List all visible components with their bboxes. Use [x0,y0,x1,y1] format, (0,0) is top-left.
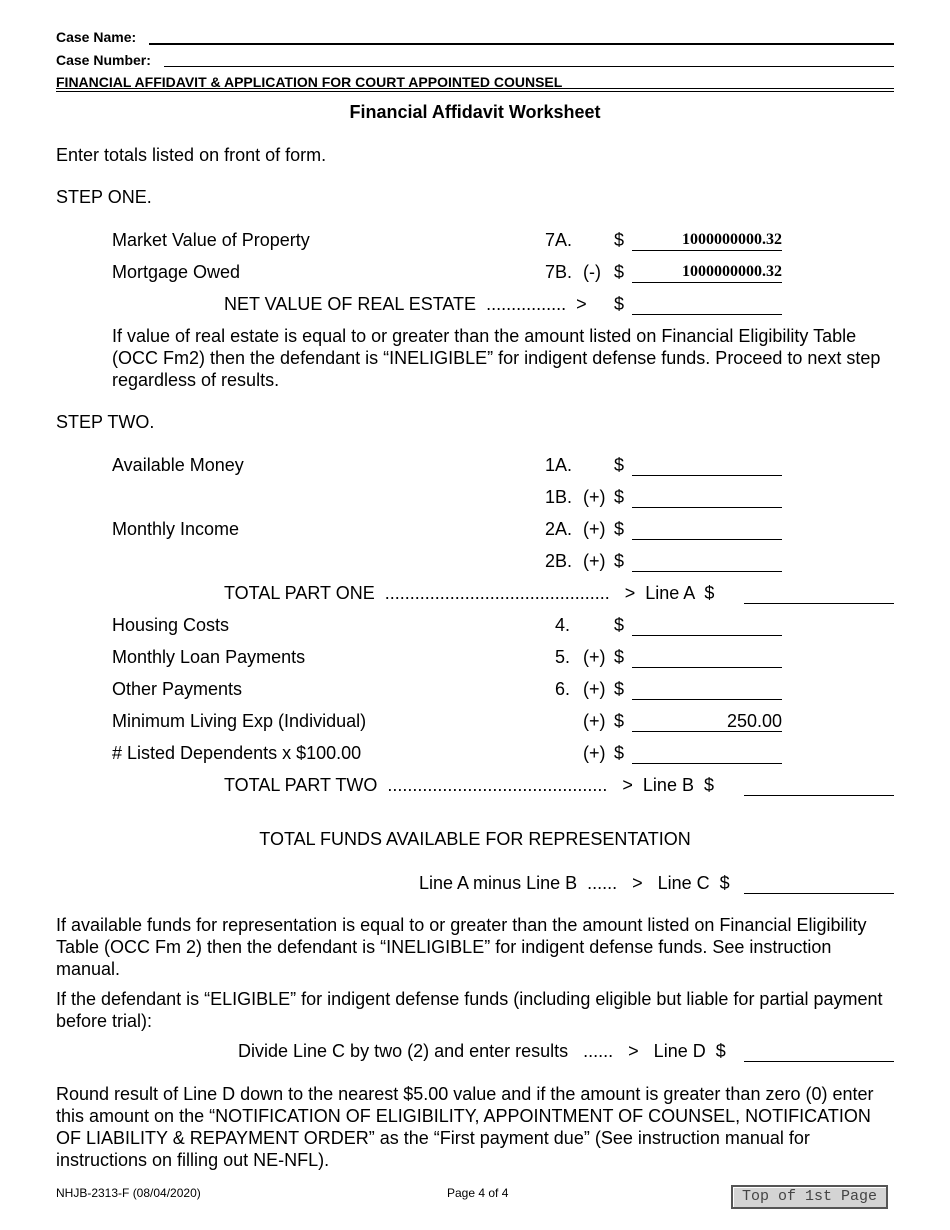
form-id: NHJB-2313-F (08/04/2020) [56,1186,201,1200]
dollar-sign: $ [614,647,625,667]
eligible-note: If the defendant is “ELIGIBLE” for indigent defense funds (including eligible but liable for partial payment before trial): [56,989,883,1031]
case-number-label: Case Number: [56,52,151,68]
row-code: 1B. [545,487,573,507]
monthly-income-2a-field[interactable] [632,518,782,540]
row-label: Mortgage Owed [112,262,241,282]
row-label: # Listed Dependents x $100.00 [112,743,362,763]
row-code: 2B. [545,551,573,571]
available-money-1b-field[interactable] [632,486,782,508]
row-operator: (+) [583,487,606,507]
line-b-field[interactable] [744,774,894,796]
top-of-first-page-button[interactable]: Top of 1st Page [731,1185,888,1209]
total-part-two-label: TOTAL PART TWO ............................................ > Line B $ [224,775,714,795]
round-instructions: Round result of Line D down to the nearest $5.00 value and if the amount is greater than zero (0) enter this amount on the “NOTIFICATION OF ELIGIBILITY, APPOINTMENT OF COUNSEL, NOTIFICATION OF LIABILITY & REPAYMENT ORDER” as the “First payment due” (See instruction manual for instructions on filling out NE-NFL). [56,1084,874,1170]
monthly-income-2b-field[interactable] [632,550,782,572]
row-operator: (+) [583,551,606,571]
row-operator: (-) [583,262,601,282]
row-operator: (+) [583,679,606,699]
step-one-note: If value of real estate is equal to or greater than the amount listed on Financial Eligibility Table (OCC Fm2) then the defendant is “INELIGIBLE” for indigent defense funds. Proceed to next step regardless of results. [112,326,881,390]
dollar-sign: $ [614,711,625,731]
dollar-sign: $ [614,615,625,635]
row-code: 4. [555,615,571,635]
header-divider-2 [56,91,894,92]
market-value-field[interactable]: 1000000000.32 [632,229,782,251]
line-c-field[interactable] [744,872,894,894]
page-number: Page 4 of 4 [447,1186,509,1200]
dependents-field[interactable] [632,742,782,764]
case-name-field[interactable] [149,43,894,45]
line-a-field[interactable] [744,582,894,604]
available-money-1a-field[interactable] [632,454,782,476]
row-label: Housing Costs [112,615,230,635]
minimum-living-exp-field[interactable]: 250.00 [632,710,782,732]
case-number-field[interactable] [164,66,894,67]
row-label: Available Money [112,455,244,475]
step-one-heading: STEP ONE. [56,187,152,207]
dollar-sign: $ [614,551,625,571]
row-label: Other Payments [112,679,243,699]
line-d-label: Divide Line C by two (2) and enter results ...... > Line D $ [238,1041,726,1061]
ineligible-note: If available funds for representation is equal to or greater than the amount listed on Financial Eligibility Table (OCC Fm 2) then the defendant is “INELIGIBLE” for indigent defense funds. See instruction manual. [56,915,867,979]
total-funds-heading: TOTAL FUNDS AVAILABLE FOR REPRESENTATION [259,829,691,849]
row-label: Monthly Income [112,519,240,539]
dollar-sign: $ [614,519,625,539]
worksheet-title: Financial Affidavit Worksheet [349,102,601,122]
row-label: Monthly Loan Payments [112,647,306,667]
row-operator: (+) [583,711,606,731]
row-code: 6. [555,679,571,699]
dollar-sign: $ [614,487,625,507]
header-divider-1 [56,88,894,89]
intro-text: Enter totals listed on front of form. [56,145,327,165]
line-d-field[interactable] [744,1040,894,1062]
dollar-sign: $ [614,294,625,314]
total-part-one-label: TOTAL PART ONE ............................................. > Line A $ [224,583,715,603]
dollar-sign: $ [614,743,625,763]
row-code: 2A. [545,519,573,539]
row-operator: (+) [583,519,606,539]
row-operator: (+) [583,743,606,763]
dollar-sign: $ [614,230,625,250]
net-real-estate-field[interactable] [632,293,782,315]
form-title: FINANCIAL AFFIDAVIT & APPLICATION FOR COURT APPOINTED COUNSEL [56,74,563,90]
row-label: Minimum Living Exp (Individual) [112,711,367,731]
row-operator: (+) [583,647,606,667]
other-payments-field[interactable] [632,678,782,700]
row-code: 1A. [545,455,573,475]
row-code: 7B. [545,262,573,282]
housing-costs-field[interactable] [632,614,782,636]
row-code: 5. [555,647,571,667]
dollar-sign: $ [614,262,625,282]
row-label: Market Value of Property [112,230,310,250]
line-c-label: Line A minus Line B ...... > Line C $ [419,873,730,893]
case-name-label: Case Name: [56,29,137,45]
mortgage-owed-field[interactable]: 1000000000.32 [632,261,782,283]
net-real-estate-label: NET VALUE OF REAL ESTATE ................ > [224,294,587,314]
step-two-heading: STEP TWO. [56,412,155,432]
dollar-sign: $ [614,679,625,699]
row-code: 7A. [545,230,573,250]
dollar-sign: $ [614,455,625,475]
monthly-loan-payments-field[interactable] [632,646,782,668]
